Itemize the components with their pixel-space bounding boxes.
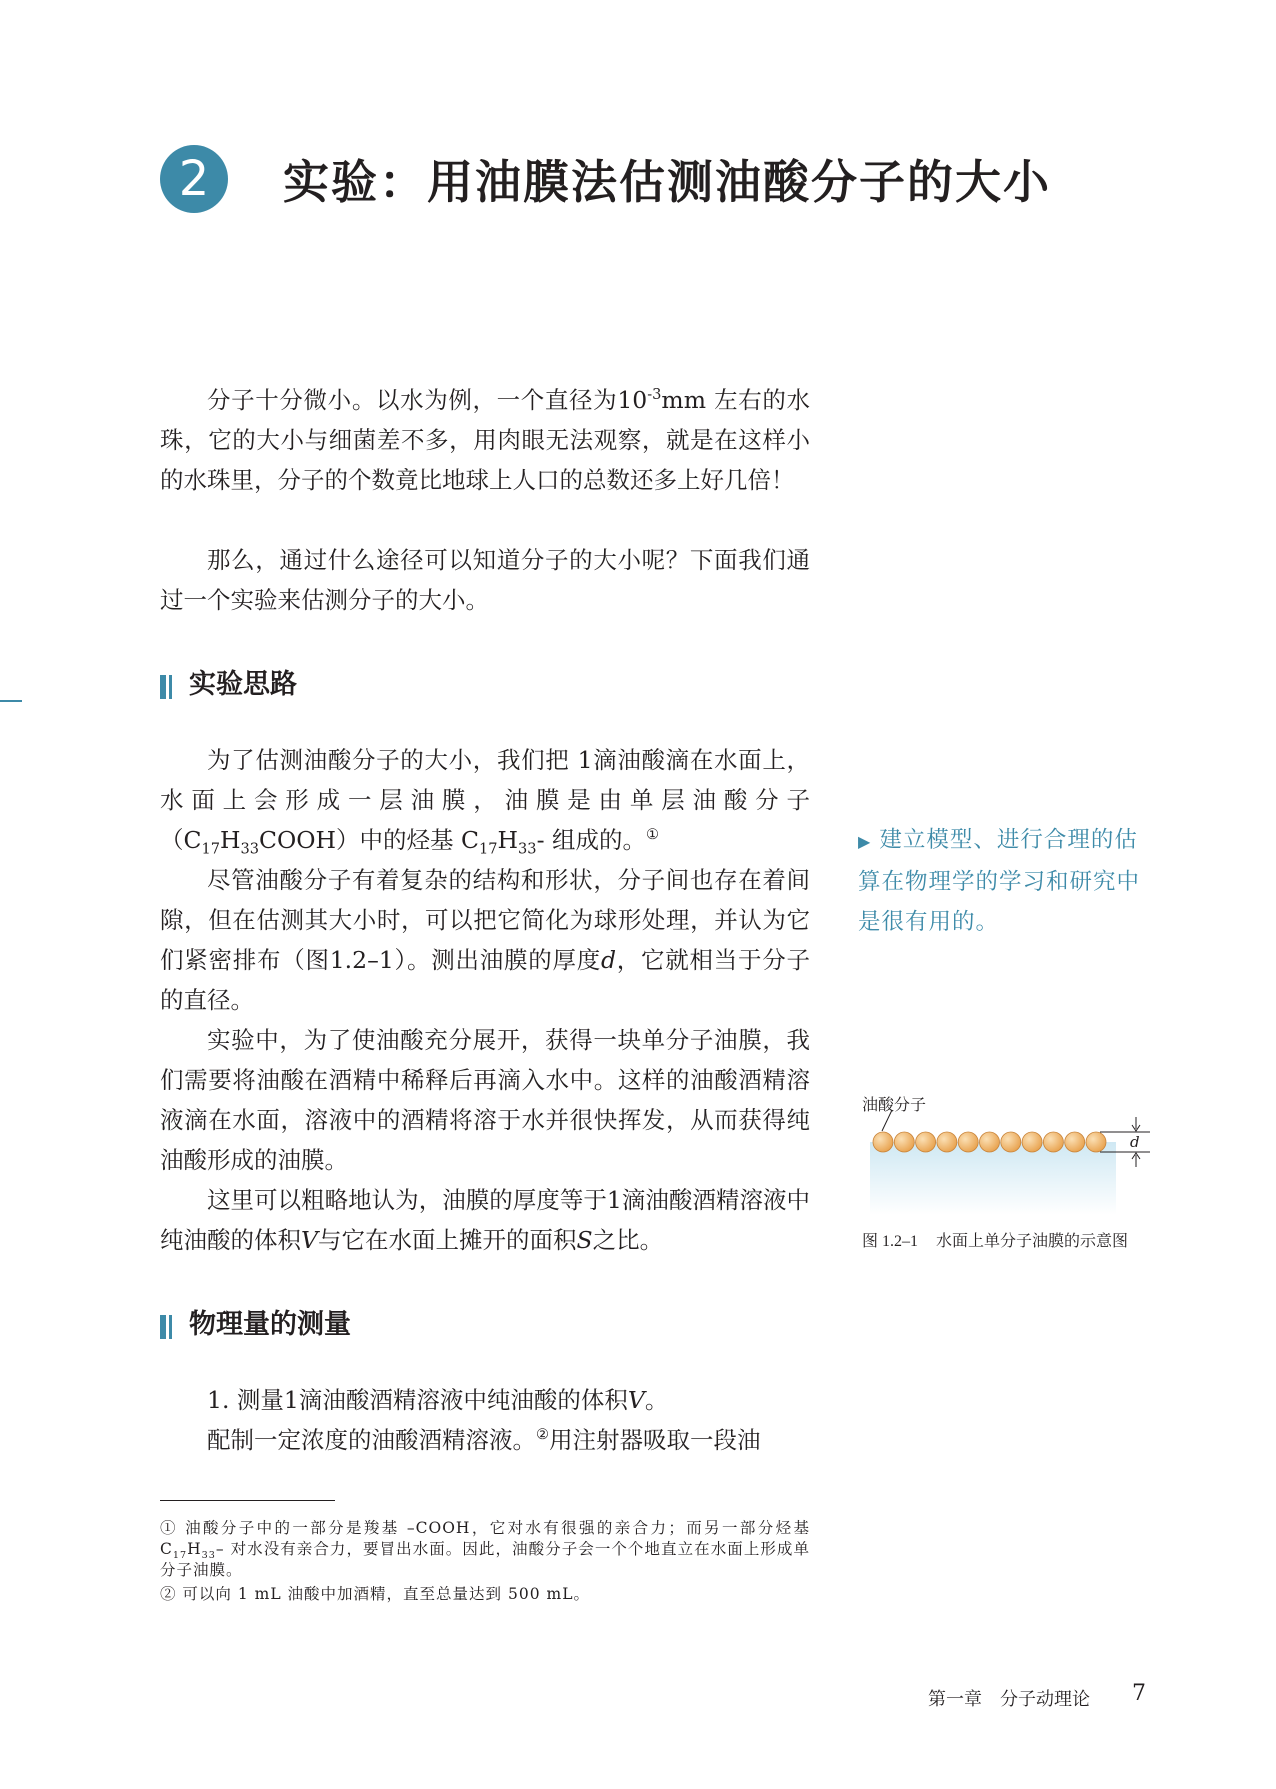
page-title: 实验：用油膜法估测油酸分子的大小	[283, 155, 1051, 209]
idea-paragraph-3: 实验中，为了使油酸充分展开，获得一块单分子油膜，我们需要将油酸在酒精中稀释后再滴入水中。这样的油酸酒精溶液滴在水面，溶液中的酒精将溶于水并很快挥发，从而获得纯油酸形成的油膜。	[160, 1026, 810, 1174]
footnote-1: ① 油酸分子中的一部分是羧基 –COOH，它对水有很强的亲合力；而另一部分烃基 $C_{17}H_{33}-$ 对水没有亲合力，要冒出水面。因此，油酸分子会一个个地直立在水面上形成单分子油膜。	[160, 1519, 810, 1579]
leader-line	[882, 1110, 892, 1131]
oil-molecule	[980, 1132, 1000, 1152]
footnote-2: ② 可以向 1 mL 油酸中加酒精，直至总量达到 500 mL。	[160, 1585, 590, 1603]
measurement-paragraph-1: 配制一定浓度的油酸酒精溶液。②用注射器吸取一段油	[207, 1426, 761, 1454]
margin-tick-mark	[0, 700, 22, 702]
thickness-label: d	[1130, 1133, 1140, 1151]
oil-molecule	[916, 1132, 936, 1152]
margin-note: ▶ 建立模型、进行合理的估算在物理学的学习和研究中是很有用的。	[858, 827, 1141, 935]
section-heading-experiment-idea: 实验思路	[160, 662, 297, 701]
heading-bar-icon	[160, 670, 175, 701]
oil-molecule	[1001, 1132, 1021, 1152]
footnote-ref-2[interactable]: ②	[536, 1426, 550, 1444]
oil-molecule	[873, 1132, 893, 1152]
oil-molecule	[894, 1132, 914, 1152]
footnote-ref-1[interactable]: ①	[646, 826, 660, 844]
figure-molecule-label: 油酸分子	[862, 1095, 927, 1114]
intro-paragraph-2: 那么，通过什么途径可以知道分子的大小呢？下面我们通过一个实验来估测分子的大小。	[160, 546, 810, 614]
oil-molecule	[1022, 1132, 1042, 1152]
page-number: 7	[1132, 1681, 1146, 1706]
intro-paragraph-1: 分子十分微小。以水为例，一个直径为$10^{-3}mm$ 左右的水珠，它的大小与细菌差不多，用肉眼无法观察，就是在这样小的水珠里，分子的个数竟比地球上人口的总数还多上好几倍！	[160, 386, 810, 494]
triangle-marker-icon: ▶	[858, 832, 872, 851]
oil-molecule	[937, 1132, 957, 1152]
arrow-up-icon	[1132, 1153, 1140, 1167]
idea-paragraph-1: 为了估测油酸分子的大小，我们把 1滴油酸滴在水面上，水面上会形成一层油膜，油膜是由单层油酸分子$(C_{17}H_{33}COOH)$中的烃基 $C_{17}H_{33}-$ 组成的。①	[160, 746, 810, 858]
oil-film-diagram	[860, 1095, 1160, 1225]
section-heading-measurement: 物理量的测量	[160, 1302, 351, 1341]
measurement-item-1: 1. 测量1滴油酸酒精溶液中纯油酸的体积V。	[207, 1386, 669, 1414]
idea-paragraph-4: 这里可以粗略地认为，油膜的厚度等于1滴油酸酒精溶液中纯油酸的体积V与它在水面上摊开的面积S之比。	[160, 1186, 810, 1254]
oil-molecule	[1065, 1132, 1085, 1152]
oil-molecule	[1043, 1132, 1063, 1152]
footer-chapter-title: 第一章 分子动理论	[928, 1689, 1090, 1710]
water-region	[870, 1142, 1116, 1215]
section-number-badge: 2	[160, 145, 228, 213]
molecule-row	[873, 1132, 1106, 1152]
oil-molecule	[958, 1132, 978, 1152]
heading-bar-icon	[160, 1310, 175, 1341]
figure-caption: 图 1.2–1 水面上单分子油膜的示意图	[862, 1233, 1129, 1250]
footnote-divider	[160, 1500, 335, 1501]
idea-paragraph-2: 尽管油酸分子有着复杂的结构和形状，分子间也存在着间隙，但在估测其大小时，可以把它简化为球形处理，并认为它们紧密排布（图1.2–1）。测出油膜的厚度d，它就相当于分子的直径。	[160, 866, 811, 1014]
arrow-down-icon	[1132, 1117, 1140, 1131]
oil-molecule	[1086, 1132, 1106, 1152]
